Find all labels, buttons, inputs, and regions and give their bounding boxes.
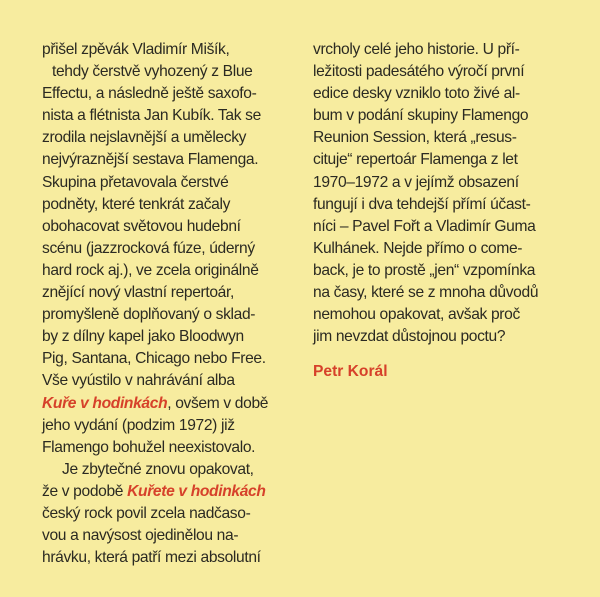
text-fragment: , ovšem v době bbox=[167, 394, 269, 412]
author-signature: Petr Korál bbox=[313, 363, 388, 381]
text-line: Skupina přetavovala čerstvé bbox=[42, 173, 229, 191]
text-line: obohacovat světovou hudební bbox=[42, 217, 241, 235]
text-line: znějící nový vlastní repertoár, bbox=[42, 284, 234, 302]
text-line: Flamengo bohužel neexistovalo. bbox=[42, 438, 256, 456]
text-line: nista a flétnista Jan Kubík. Tak se bbox=[42, 107, 261, 125]
text-line: scénu (jazzrocková fúze, úderný bbox=[42, 239, 255, 257]
text-line: vou a navýsost ojedinělou na- bbox=[42, 527, 239, 545]
text-line: hrávku, která patří mezi absolutní bbox=[42, 549, 261, 567]
text-line: níci – Pavel Fořt a Vladimír Guma bbox=[313, 217, 536, 235]
text-line: cituje“ repertoár Flamenga z let bbox=[313, 151, 518, 169]
text-column-right bbox=[313, 39, 573, 383]
text-line: tehdy čerstvě vyhozený z Blue bbox=[52, 63, 253, 81]
text-line: edice desky vzniklo toto živé al- bbox=[313, 85, 520, 103]
text-line bbox=[42, 393, 302, 415]
text-line: jim nevzdat důstojnou poctu? bbox=[313, 328, 506, 346]
text-line: podněty, které tenkrát začaly bbox=[42, 195, 231, 213]
text-line: hard rock aj.), ve zcela originálně bbox=[42, 261, 259, 279]
text-column-left bbox=[42, 39, 302, 569]
text-line: Vše vyústilo v nahrávání alba bbox=[42, 372, 235, 390]
text-line: nejvýraznější sestava Flamenga. bbox=[42, 151, 259, 169]
text-line: nemohou opakovat, avšak proč bbox=[313, 306, 520, 324]
text-line: Effectu, a následně ještě saxofo- bbox=[42, 85, 257, 103]
text-fragment: že v podobě bbox=[42, 482, 128, 500]
text-line: promyšleně doplňovaný o sklad- bbox=[42, 306, 256, 324]
text-line: back, je to prostě „jen“ vzpomínka bbox=[313, 261, 536, 279]
text-line: Reunion Session, která „resus- bbox=[313, 129, 517, 147]
album-title: Kuře v hodinkách bbox=[42, 394, 168, 412]
paragraph-start: Je zbytečné znovu opakovat, bbox=[62, 460, 254, 478]
text-line: Pig, Santana, Chicago nebo Free. bbox=[42, 350, 266, 368]
text-line: Kulhánek. Nejde přímo o come- bbox=[313, 239, 523, 257]
text-line: 1970–1972 a v jejímž obsazení bbox=[313, 173, 519, 191]
text-line: ležitosti padesátého výročí první bbox=[313, 63, 525, 81]
text-line: český rock povil zcela nadčaso- bbox=[42, 504, 251, 522]
text-line bbox=[42, 481, 302, 503]
text-line: na časy, které se z mnoha důvodů bbox=[313, 284, 539, 302]
album-title: Kuřete v hodinkách bbox=[127, 482, 266, 500]
text-line: fungují i dva tehdejší přímí účast- bbox=[313, 195, 531, 213]
text-line: přišel zpěvák Vladimír Mišík, bbox=[42, 41, 230, 58]
text-line: bum v podání skupiny Flamengo bbox=[313, 107, 529, 125]
text-line: vrcholy celé jeho historie. U pří- bbox=[313, 41, 520, 58]
text-line: by z dílny kapel jako Bloodwyn bbox=[42, 328, 244, 346]
text-line: jeho vydání (podzim 1972) již bbox=[42, 416, 235, 434]
text-line: zrodila nejslavnější a umělecky bbox=[42, 129, 247, 147]
